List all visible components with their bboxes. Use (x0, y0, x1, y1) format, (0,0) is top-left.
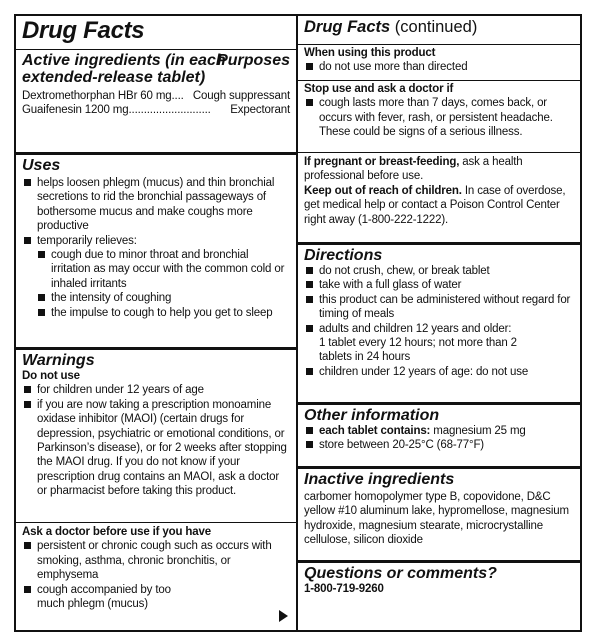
inactive-ingredients-text: carbomer homopolymer type B, copovidone, D&C yellow #10 aluminum lake, hypromellose, magnesium hydroxide, magnesium stearate, microcrystalline cellulose, silicon dioxide (304, 491, 569, 547)
list-item: if you are now taking a prescription monoamine oxidase inhibitor (MAOI) (certain drugs for depression, psychiatric or emotional conditions, or Parkinson’s disease), or for 2 weeks after stopping the MAOI drug. If you do not know if your prescription drug contains an MAOI, ask a doctor or pharmacist before taking this product. (22, 398, 290, 499)
list-item: temporarily relieves: (22, 234, 290, 248)
drug-facts-panel-right (296, 14, 582, 632)
bullet-icon (306, 368, 313, 375)
sub-list-item: cough due to minor throat and bronchial irritation as may occur with the common cold or inhaled irritants (22, 248, 290, 291)
continue-arrow-icon (279, 610, 288, 622)
purposes-heading: Purposes (217, 52, 290, 69)
dosage-text: 1 tablet every 12 hours; not more than 2 tablets in 24 hours (319, 337, 517, 364)
list-item: cough accompanied by too much phlegm (mucus) (22, 583, 290, 612)
bullet-icon (306, 296, 313, 303)
list-item: children under 12 years of age: do not use (304, 365, 574, 379)
keep-out-of-reach-warning: Keep out of reach of children. In case of overdose, get medical help or contact a Poison Control Center right away (1-800-222-1222). (304, 184, 566, 226)
list-item: persistent or chronic cough such as occurs with smoking, asthma, chronic bronchitis, or emphysema (22, 539, 290, 582)
continued-title-section (298, 18, 580, 37)
ingredient-row (22, 103, 290, 117)
bullet-icon (24, 237, 31, 244)
directions-section (298, 242, 580, 379)
warnings-section (16, 347, 296, 499)
list-item: store between 20-25°C (68-77°F) (304, 438, 574, 452)
ingredient-row (22, 89, 290, 103)
bullet-icon (306, 267, 313, 274)
ingredient-purpose: Expectorant (230, 104, 290, 117)
pregnancy-warning: If pregnant or breast-feeding, ask a health professional before use. (304, 156, 523, 183)
sub-list-item: the intensity of coughing (22, 291, 290, 305)
title-section (16, 18, 296, 44)
ask-doctor-subheading: Ask a doctor before use if you have (22, 526, 212, 538)
ingredient-name: Dextromethorphan HBr 60 mg (22, 90, 172, 102)
sub-list-item: the impulse to cough to help you get to sleep (22, 306, 290, 320)
bullet-icon (306, 99, 313, 106)
bullet-icon (38, 251, 45, 258)
ingredient-name: Guaifenesin 1200 mg (22, 104, 129, 117)
list-item: for children under 12 years of age (22, 383, 290, 397)
bullet-icon (24, 179, 31, 186)
do-not-use-subheading: Do not use (22, 370, 80, 382)
active-ingredients-section (16, 49, 296, 118)
bullet-icon (38, 294, 45, 301)
pregnancy-section (298, 152, 580, 227)
list-item: adults and children 12 years and older: (304, 322, 574, 336)
ask-doctor-section (16, 522, 296, 630)
questions-section (298, 560, 580, 596)
bullet-icon (24, 542, 31, 549)
uses-heading: Uses (22, 157, 61, 174)
when-using-subheading: When using this product (304, 47, 436, 59)
bullet-icon (306, 427, 313, 434)
list-item: helps loosen phlegm (mucus) and thin bronchial secretions to rid the bronchial passageways of bothersome mucus and make coughs more productive (22, 176, 290, 234)
questions-heading: Questions or comments? (304, 565, 497, 582)
directions-heading: Directions (304, 247, 383, 264)
bullet-icon (306, 281, 313, 288)
stop-use-subheading: Stop use and ask a doctor if (304, 83, 454, 95)
ingredient-purpose: Cough suppressant (192, 90, 290, 102)
bullet-icon (306, 63, 313, 70)
bullet-icon (24, 401, 31, 408)
drug-facts-panel-left (14, 14, 298, 632)
list-item: cough lasts more than 7 days, comes back, or occurs with fever, rash, or persistent headache. These could be signs of a serious illness. (304, 96, 574, 139)
list-item: take with a full glass of water (304, 278, 574, 292)
list-item: do not use more than directed (304, 60, 574, 74)
inactive-ingredients-section (298, 466, 580, 548)
bullet-icon (24, 386, 31, 393)
ingredient-leader: .... (171, 90, 184, 102)
inactive-ingredients-heading: Inactive ingredients (304, 471, 455, 488)
list-item: do not crush, chew, or break tablet (304, 264, 574, 278)
phone-number: 1-800-719-9260 (304, 583, 384, 595)
other-information-heading: Other information (304, 407, 440, 424)
warnings-heading: Warnings (22, 352, 95, 369)
bullet-icon (306, 325, 313, 332)
bullet-icon (38, 309, 45, 316)
other-information-section (298, 402, 580, 453)
when-using-section (298, 44, 580, 75)
drug-facts-title: Drug Facts (22, 17, 145, 44)
bullet-icon (24, 586, 31, 593)
list-item: this product can be administered without regard for timing of meals (304, 293, 574, 322)
ingredient-leader: ........................... (128, 104, 211, 117)
drug-facts-continued-title: Drug Facts (continued) (304, 18, 478, 36)
stop-use-section (298, 80, 580, 140)
active-ingredients-heading: Active ingredients (in each extended-release tablet) (22, 52, 226, 86)
list-item: each tablet contains: magnesium 25 mg (304, 424, 574, 438)
uses-section (16, 152, 296, 320)
bullet-icon (306, 441, 313, 448)
